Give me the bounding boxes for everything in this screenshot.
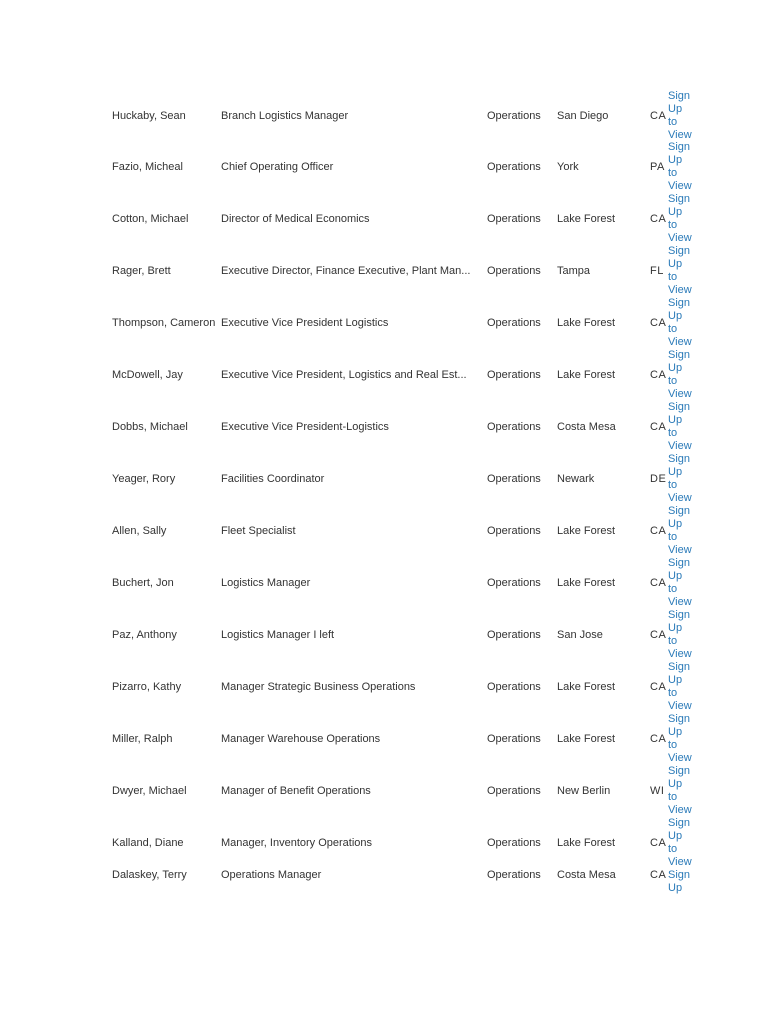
sign-up-to-view-link[interactable] <box>668 557 698 609</box>
contact-city: Tampa <box>557 265 591 277</box>
contact-department: Operations <box>487 317 541 329</box>
link-word-to[interactable]: to <box>668 271 678 283</box>
link-word-to[interactable]: to <box>668 479 678 491</box>
link-word-to[interactable]: to <box>668 323 678 335</box>
contact-state: CA <box>650 577 667 589</box>
link-word-sign[interactable]: Sign <box>668 141 691 153</box>
link-word-view[interactable]: View <box>668 284 692 296</box>
contact-state: CA <box>650 110 667 122</box>
link-word-sign[interactable]: Sign <box>668 297 691 309</box>
link-word-sign[interactable]: Sign <box>668 817 691 829</box>
sign-up-to-view-link[interactable] <box>668 141 698 193</box>
contact-city: Lake Forest <box>557 733 616 745</box>
link-word-to[interactable]: to <box>668 687 678 699</box>
link-word-to[interactable]: to <box>668 375 678 387</box>
link-word-sign[interactable]: Sign <box>668 869 691 881</box>
contact-department: Operations <box>487 785 541 797</box>
table-row <box>0 713 768 785</box>
contact-name: McDowell, Jay <box>112 369 183 381</box>
contact-name: Huckaby, Sean <box>112 110 186 122</box>
table-row <box>0 765 768 837</box>
link-word-to[interactable]: to <box>668 791 678 803</box>
link-word-view[interactable]: View <box>668 752 692 764</box>
link-word-sign[interactable]: Sign <box>668 453 691 465</box>
contact-name: Fazio, Micheal <box>112 161 183 173</box>
contact-name: Kalland, Diane <box>112 837 184 849</box>
sign-up-to-view-link[interactable] <box>668 297 698 349</box>
contact-title: Branch Logistics Manager <box>221 110 349 122</box>
table-row <box>0 245 768 317</box>
link-word-sign[interactable]: Sign <box>668 193 691 205</box>
link-word-sign[interactable]: Sign <box>668 401 691 413</box>
contact-city: Costa Mesa <box>557 421 616 433</box>
contact-state: CA <box>650 681 667 693</box>
link-word-view[interactable]: View <box>668 129 692 141</box>
contact-state: DE <box>650 473 667 485</box>
table-row <box>0 609 768 681</box>
sign-up-to-view-link[interactable] <box>668 453 698 505</box>
contact-state: CA <box>650 869 667 881</box>
sign-up-to-view-link[interactable] <box>668 505 698 557</box>
contact-city: New Berlin <box>557 785 611 797</box>
link-word-up[interactable]: Up <box>668 258 683 270</box>
sign-up-to-view-link[interactable] <box>668 401 698 453</box>
link-word-up[interactable]: Up <box>668 310 683 322</box>
link-word-view[interactable]: View <box>668 648 692 660</box>
contact-name: Cotton, Michael <box>112 213 189 225</box>
contact-city: Lake Forest <box>557 369 616 381</box>
sign-up-to-view-link[interactable] <box>668 713 698 765</box>
sign-up-to-view-link[interactable] <box>668 765 698 817</box>
contact-state: CA <box>650 837 667 849</box>
contact-department: Operations <box>487 525 541 537</box>
link-word-to[interactable]: to <box>668 167 678 179</box>
contact-city: Lake Forest <box>557 213 616 225</box>
link-word-to[interactable]: to <box>668 583 678 595</box>
contact-name: Dalaskey, Terry <box>112 869 187 881</box>
link-word-up[interactable]: Up <box>668 622 683 634</box>
link-word-up[interactable]: Up <box>668 726 683 738</box>
link-word-view[interactable]: View <box>668 440 692 452</box>
contact-state: CA <box>650 421 667 433</box>
contact-department: Operations <box>487 213 541 225</box>
contact-state: CA <box>650 213 667 225</box>
contact-state: CA <box>650 525 667 537</box>
link-word-up[interactable]: Up <box>668 830 683 842</box>
contact-city: Lake Forest <box>557 681 616 693</box>
table-row <box>0 453 768 525</box>
link-word-sign[interactable]: Sign <box>668 557 691 569</box>
table-row <box>0 90 768 162</box>
link-word-up[interactable]: Up <box>668 414 683 426</box>
contact-state: CA <box>650 369 667 381</box>
link-word-view[interactable]: View <box>668 804 692 816</box>
contact-title: Logistics Manager I left <box>221 629 335 641</box>
contact-title: Manager, Inventory Operations <box>221 837 373 849</box>
contact-title: Executive Director, Finance Executive, Plant Man... <box>221 265 471 277</box>
contact-department: Operations <box>487 473 541 485</box>
contact-title: Manager of Benefit Operations <box>221 785 371 797</box>
contact-department: Operations <box>487 577 541 589</box>
link-word-up[interactable]: Up <box>668 466 683 478</box>
link-word-to[interactable]: to <box>668 116 678 128</box>
contact-name: Buchert, Jon <box>112 577 174 589</box>
link-word-view[interactable]: View <box>668 336 692 348</box>
link-word-view[interactable]: View <box>668 544 692 556</box>
contact-title: Executive Vice President Logistics <box>221 317 389 329</box>
link-word-view[interactable]: View <box>668 492 692 504</box>
contact-city: Lake Forest <box>557 837 616 849</box>
link-word-sign[interactable]: Sign <box>668 505 691 517</box>
contact-title: Fleet Specialist <box>221 525 296 537</box>
contact-title: Logistics Manager <box>221 577 311 589</box>
link-word-to[interactable]: to <box>668 531 678 543</box>
link-word-up[interactable]: Up <box>668 103 683 115</box>
contact-department: Operations <box>487 681 541 693</box>
link-word-to[interactable]: to <box>668 843 678 855</box>
contact-department: Operations <box>487 265 541 277</box>
contact-department: Operations <box>487 161 541 173</box>
contact-department: Operations <box>487 369 541 381</box>
link-word-to[interactable]: to <box>668 635 678 647</box>
contact-title: Manager Strategic Business Operations <box>221 681 416 693</box>
contact-city: San Diego <box>557 110 609 122</box>
contact-city: Lake Forest <box>557 317 616 329</box>
link-word-sign[interactable]: Sign <box>668 349 691 361</box>
sign-up-to-view-link[interactable] <box>668 869 698 895</box>
link-word-up[interactable]: Up <box>668 778 683 790</box>
link-word-view[interactable]: View <box>668 388 692 400</box>
contact-city: San Jose <box>557 629 603 641</box>
contact-city: Newark <box>557 473 595 485</box>
contact-title: Manager Warehouse Operations <box>221 733 381 745</box>
contact-city: Lake Forest <box>557 577 616 589</box>
contact-state: CA <box>650 733 667 745</box>
link-word-to[interactable]: to <box>668 219 678 231</box>
contact-name: Pizarro, Kathy <box>112 681 182 693</box>
contact-name: Rager, Brett <box>112 265 171 277</box>
contact-department: Operations <box>487 421 541 433</box>
contact-title: Executive Vice President-Logistics <box>221 421 389 433</box>
link-word-up[interactable]: Up <box>668 570 683 582</box>
table-row <box>0 349 768 421</box>
link-word-up[interactable]: Up <box>668 674 683 686</box>
link-word-sign[interactable]: Sign <box>668 713 691 725</box>
table-row <box>0 141 768 213</box>
table-row <box>0 401 768 473</box>
sign-up-to-view-link[interactable] <box>668 245 698 297</box>
contact-name: Yeager, Rory <box>112 473 176 485</box>
link-word-to[interactable]: to <box>668 739 678 751</box>
table-row <box>0 297 768 369</box>
sign-up-to-view-link[interactable] <box>668 193 698 245</box>
table-row <box>0 557 768 629</box>
link-word-view[interactable]: View <box>668 700 692 712</box>
link-word-up[interactable]: Up <box>668 882 683 894</box>
contact-name: Dwyer, Michael <box>112 785 187 797</box>
link-word-view[interactable]: View <box>668 232 692 244</box>
sign-up-to-view-link[interactable] <box>668 817 698 869</box>
contact-department: Operations <box>487 733 541 745</box>
contact-name: Dobbs, Michael <box>112 421 188 433</box>
contact-title: Director of Medical Economics <box>221 213 370 225</box>
link-word-view[interactable]: View <box>668 596 692 608</box>
sign-up-to-view-link[interactable] <box>668 349 698 401</box>
contact-state: CA <box>650 317 667 329</box>
link-word-sign[interactable]: Sign <box>668 661 691 673</box>
link-word-view[interactable]: View <box>668 856 692 868</box>
contact-department: Operations <box>487 869 541 881</box>
contact-department: Operations <box>487 629 541 641</box>
contact-name: Paz, Anthony <box>112 629 177 641</box>
contact-title: Chief Operating Officer <box>221 161 334 173</box>
link-word-sign[interactable]: Sign <box>668 245 691 257</box>
contact-state: WI <box>650 785 665 797</box>
sign-up-to-view-link[interactable] <box>668 90 698 142</box>
link-word-up[interactable]: Up <box>668 206 683 218</box>
link-word-up[interactable]: Up <box>668 362 683 374</box>
contact-city: York <box>557 161 579 173</box>
contact-department: Operations <box>487 110 541 122</box>
contact-city: Costa Mesa <box>557 869 616 881</box>
sign-up-to-view-link[interactable] <box>668 609 698 661</box>
link-word-up[interactable]: Up <box>668 518 683 530</box>
contact-department: Operations <box>487 837 541 849</box>
contact-name: Thompson, Cameron <box>112 317 216 329</box>
contact-title: Facilities Coordinator <box>221 473 325 485</box>
link-word-sign[interactable]: Sign <box>668 765 691 777</box>
contact-title: Operations Manager <box>221 869 322 881</box>
contact-state: FL <box>650 265 664 277</box>
contact-name: Allen, Sally <box>112 525 167 537</box>
contact-name: Miller, Ralph <box>112 733 173 745</box>
link-word-up[interactable]: Up <box>668 154 683 166</box>
contact-state: CA <box>650 629 667 641</box>
link-word-to[interactable]: to <box>668 427 678 439</box>
contact-state: PA <box>650 161 665 173</box>
link-word-sign[interactable]: Sign <box>668 609 691 621</box>
table-row <box>0 661 768 733</box>
table-row <box>0 869 768 921</box>
sign-up-to-view-link[interactable] <box>668 661 698 713</box>
link-word-sign[interactable]: Sign <box>668 90 691 102</box>
link-word-view[interactable]: View <box>668 180 692 192</box>
contact-title: Executive Vice President, Logistics and Real Est... <box>221 369 467 381</box>
table-row <box>0 505 768 577</box>
table-row <box>0 193 768 265</box>
contact-city: Lake Forest <box>557 525 616 537</box>
